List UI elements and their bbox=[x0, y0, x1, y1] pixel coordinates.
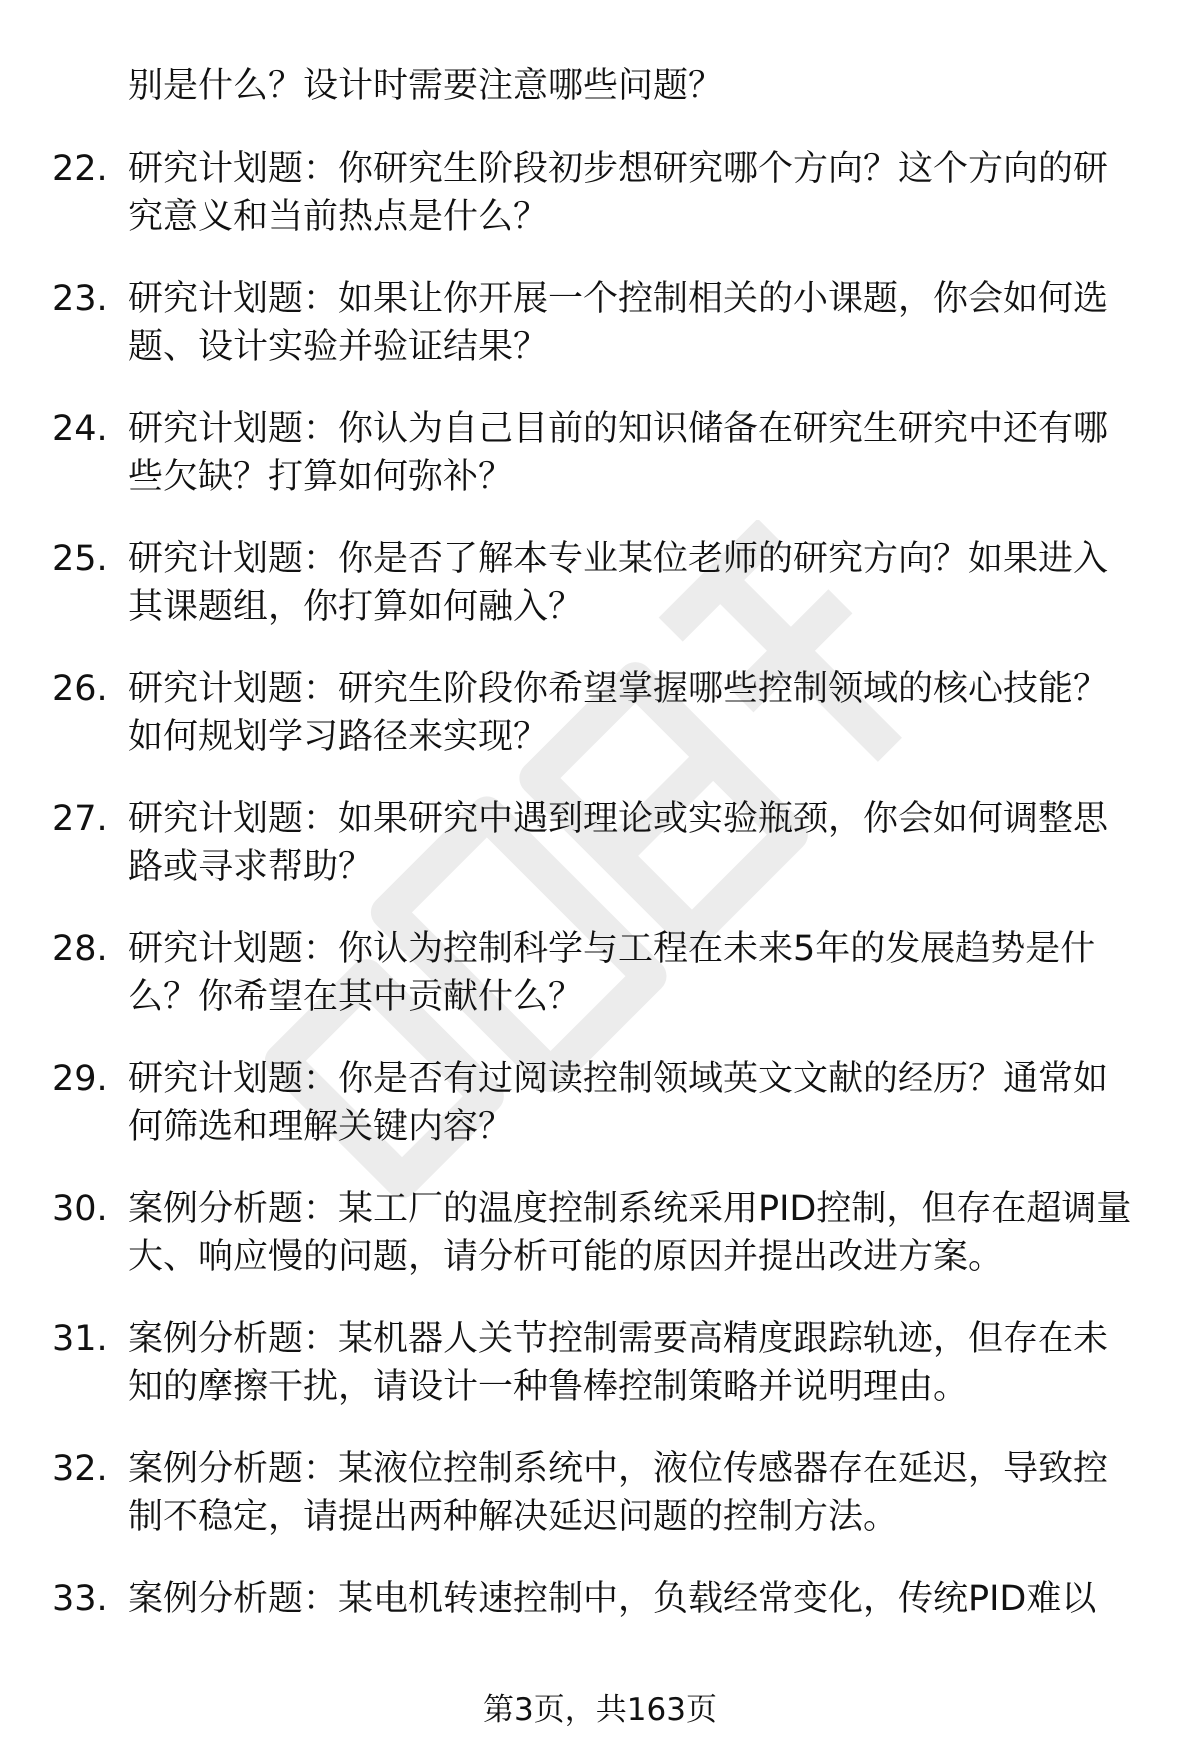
question-number: 30. bbox=[52, 1189, 108, 1229]
question-item bbox=[0, 275, 1200, 405]
question-item bbox=[0, 1185, 1200, 1315]
question-item bbox=[0, 1055, 1200, 1185]
question-item bbox=[0, 665, 1200, 795]
question-text: 研究计划题：你认为自己目前的知识储备在研究生研究中还有哪些欠缺？打算如何弥补？ bbox=[128, 409, 1109, 497]
question-number: 28. bbox=[52, 929, 108, 969]
question-text: 案例分析题：某机器人关节控制需要高精度跟踪轨迹，但存在未知的摩擦干扰，请设计一种鲁棒控制策略并说明理由。 bbox=[128, 1319, 1109, 1407]
question-number: 25. bbox=[52, 539, 108, 579]
question-text: 案例分析题：某电机转速控制中，负载经常变化，传统PID难以 bbox=[128, 1579, 1097, 1619]
continuation-text: 别是什么？设计时需要注意哪些问题？ bbox=[128, 66, 724, 106]
question-number: 27. bbox=[52, 799, 108, 839]
question-text: 研究计划题：你认为控制科学与工程在未来5年的发展趋势是什么？你希望在其中贡献什么？ bbox=[128, 929, 1096, 1017]
question-number: 31. bbox=[52, 1319, 108, 1359]
question-text: 研究计划题：如果让你开展一个控制相关的小课题，你会如何选题、设计实验并验证结果？ bbox=[128, 279, 1109, 367]
question-number: 33. bbox=[52, 1579, 108, 1619]
question-text: 研究计划题：如果研究中遇到理论或实验瓶颈，你会如何调整思路或寻求帮助？ bbox=[128, 799, 1109, 887]
question-item bbox=[0, 925, 1200, 1055]
question-text: 案例分析题：某工厂的温度控制系统采用PID控制，但存在超调量大、响应慢的问题，请分析可能的原因并提出改进方案。 bbox=[128, 1189, 1132, 1277]
question-item bbox=[0, 795, 1200, 925]
question-text: 研究计划题：研究生阶段你希望掌握哪些控制领域的核心技能？如何规划学习路径来实现？ bbox=[128, 669, 1109, 757]
question-text: 研究计划题：你是否了解本专业某位老师的研究方向？如果进入其课题组，你打算如何融入？ bbox=[128, 539, 1109, 627]
question-number: 24. bbox=[52, 409, 108, 449]
question-number: 22. bbox=[52, 149, 108, 189]
question-item bbox=[0, 535, 1200, 665]
question-text: 案例分析题：某液位控制系统中，液位传感器存在延迟，导致控制不稳定，请提出两种解决延迟问题的控制方法。 bbox=[128, 1449, 1109, 1537]
question-text: 研究计划题：你研究生阶段初步想研究哪个方向？这个方向的研究意义和当前热点是什么？ bbox=[128, 149, 1109, 237]
question-number: 23. bbox=[52, 279, 108, 319]
question-item bbox=[0, 405, 1200, 535]
question-text: 研究计划题：你是否有过阅读控制领域英文文献的经历？通常如何筛选和理解关键内容？ bbox=[128, 1059, 1109, 1147]
question-item bbox=[0, 1445, 1200, 1575]
question-number: 32. bbox=[52, 1449, 108, 1489]
page-footer: 第3页，共163页 bbox=[483, 1692, 717, 1728]
question-number: 26. bbox=[52, 669, 108, 709]
question-list bbox=[0, 145, 1200, 1705]
question-number: 29. bbox=[52, 1059, 108, 1099]
question-item bbox=[0, 1315, 1200, 1445]
question-item bbox=[0, 1575, 1200, 1705]
question-item bbox=[0, 145, 1200, 275]
